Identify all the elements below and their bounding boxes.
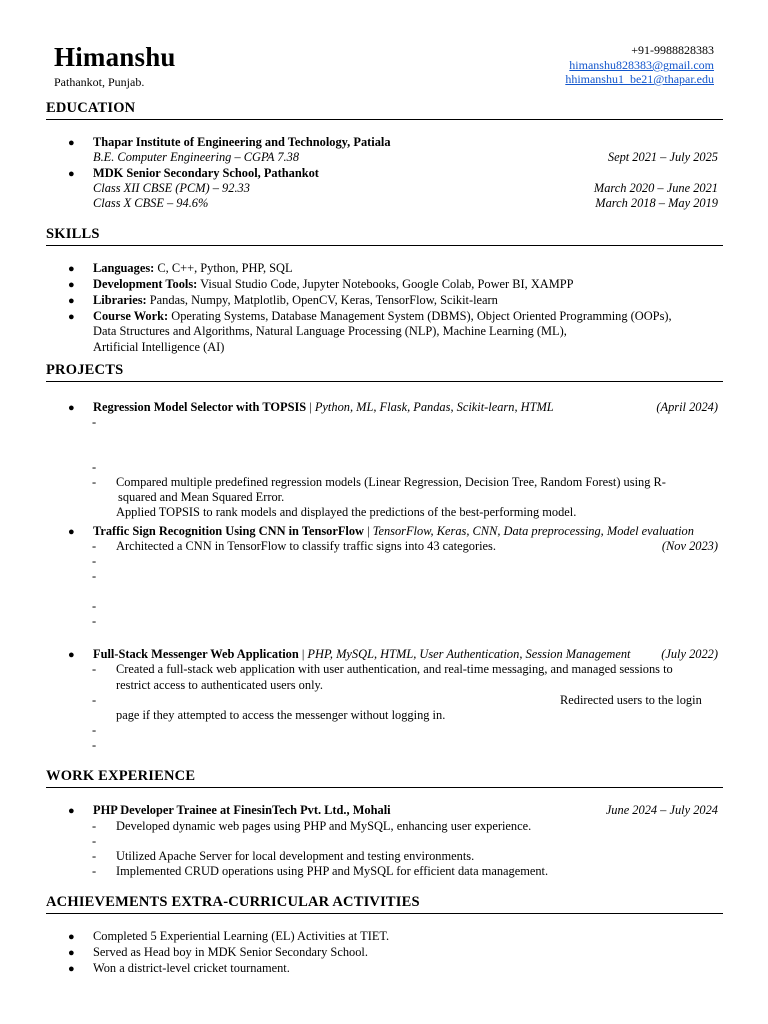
bullet-icon: ●: [68, 947, 75, 959]
skills-heading: SKILLS: [46, 226, 100, 242]
bullet-icon: ●: [68, 805, 75, 817]
work-date: June 2024 – July 2024: [605, 803, 718, 817]
work-role: PHP Developer Trainee at FinesinTech Pvt. Ltd., Mohali: [93, 803, 391, 817]
dash-marker: -: [92, 539, 97, 553]
education-date: March 2020 – June 2021: [593, 181, 718, 195]
education-heading: EDUCATION: [46, 100, 136, 116]
bullet-icon: ●: [68, 526, 75, 538]
skills-rule: [46, 245, 723, 246]
project-1-date: (April 2024): [656, 400, 718, 414]
project-3-date: (July 2022): [661, 647, 718, 661]
education-rule: [46, 119, 723, 120]
achievement-item: Completed 5 Experiential Learning (EL) Activities at TIET.: [93, 929, 390, 943]
education-institution-2: MDK Senior Secondary School, Pathankot: [93, 166, 319, 180]
bullet-icon: ●: [68, 963, 75, 975]
education-class-x: Class X CBSE – 94.6%: [93, 196, 209, 210]
project-1-point: Applied TOPSIS to rank models and displayed the predictions of the best-performing model.: [116, 505, 577, 519]
candidate-name: Himanshu: [54, 42, 176, 72]
project-1-title: Regression Model Selector with TOPSIS | Python, ML, Flask, Pandas, Scikit-learn, HTML: [93, 400, 554, 414]
project-3-point-cont: page if they attempted to access the messenger without logging in.: [116, 708, 446, 722]
education-date: March 2018 – May 2019: [595, 196, 718, 210]
skill-course-work: Course Work: Operating Systems, Database Management System (DBMS), Object Oriented Programming (OOPs),: [93, 309, 672, 323]
bullet-icon: ●: [68, 311, 75, 323]
projects-heading: PROJECTS: [46, 362, 124, 378]
project-2-point: Architected a CNN in TensorFlow to classify traffic signs into 43 categories.: [116, 539, 496, 553]
skill-libraries: Libraries: Pandas, Numpy, Matplotlib, OpenCV, Keras, TensorFlow, Scikit-learn: [93, 293, 498, 307]
dash-marker: -: [92, 460, 97, 474]
dash-marker: -: [92, 662, 97, 676]
dash-marker: -: [92, 554, 97, 568]
education-class-xii: Class XII CBSE (PCM) – 92.33: [93, 181, 250, 195]
achievements-rule: [46, 913, 723, 914]
bullet-icon: ●: [68, 168, 75, 180]
skill-course-work-cont: Data Structures and Algorithms, Natural Language Processing (NLP), Machine Learning (ML),: [93, 324, 567, 338]
project-1-point-cont: squared and Mean Squared Error.: [118, 490, 285, 504]
project-3-title: Full-Stack Messenger Web Application | PHP, MySQL, HTML, User Authentication, Session Management: [93, 647, 631, 661]
phone-number: +91-9988828383: [631, 43, 714, 57]
dash-marker: -: [92, 834, 97, 848]
achievement-item: Won a district-level cricket tournament.: [93, 961, 290, 975]
project-2-title: Traffic Sign Recognition Using CNN in TensorFlow | TensorFlow, Keras, CNN, Data preprocessing, Model evaluation: [93, 524, 694, 538]
email-link-gmail[interactable]: himanshu828383@gmail.com: [569, 58, 714, 72]
bullet-icon: ●: [68, 931, 75, 943]
work-rule: [46, 787, 723, 788]
work-point: Utilized Apache Server for local development and testing environments.: [116, 849, 475, 863]
bullet-icon: ●: [68, 279, 75, 291]
project-3-point-cont: restrict access to authenticated users only.: [116, 678, 324, 692]
project-3-point: Created a full-stack web application with user authentication, and real-time messaging, and managed sessions to: [116, 662, 673, 676]
achievements-heading: ACHIEVEMENTS EXTRA-CURRICULAR ACTIVITIES: [46, 894, 420, 910]
dash-marker: -: [92, 415, 97, 429]
project-3-point: Redirected users to the login: [560, 693, 702, 707]
email-link-thapar[interactable]: hhimanshu1_be21@thapar.edu: [565, 72, 714, 86]
dash-marker: -: [92, 819, 97, 833]
bullet-icon: ●: [68, 649, 75, 661]
bullet-icon: ●: [68, 137, 75, 149]
skill-dev-tools: Development Tools: Visual Studio Code, Jupyter Notebooks, Google Colab, Power BI, XAMPP: [93, 277, 574, 291]
candidate-location: Pathankot, Punjab.: [54, 75, 145, 89]
dash-marker: -: [92, 849, 97, 863]
education-date: Sept 2021 – July 2025: [607, 150, 718, 164]
dash-marker: -: [92, 693, 97, 707]
work-point: Developed dynamic web pages using PHP and MySQL, enhancing user experience.: [116, 819, 532, 833]
dash-marker: -: [92, 569, 97, 583]
dash-marker: -: [92, 864, 97, 878]
bullet-icon: ●: [68, 263, 75, 275]
dash-marker: -: [92, 475, 97, 489]
dash-marker: -: [92, 723, 97, 737]
project-2-date: (Nov 2023): [661, 539, 718, 553]
work-point: Implemented CRUD operations using PHP and MySQL for efficient data management.: [116, 864, 549, 878]
education-degree: B.E. Computer Engineering – CGPA 7.38: [93, 150, 300, 164]
dash-marker: -: [92, 599, 97, 613]
achievement-item: Served as Head boy in MDK Senior Secondary School.: [93, 945, 368, 959]
skill-languages: Languages: C, C++, Python, PHP, SQL: [93, 261, 293, 275]
projects-rule: [46, 381, 723, 382]
education-institution-1: Thapar Institute of Engineering and Technology, Patiala: [93, 135, 391, 149]
bullet-icon: ●: [68, 402, 75, 414]
bullet-icon: ●: [68, 295, 75, 307]
skill-course-work-cont: Artificial Intelligence (AI): [93, 340, 225, 354]
project-1-point: Compared multiple predefined regression models (Linear Regression, Decision Tree, Random Forest) using R-: [116, 475, 666, 489]
work-heading: WORK EXPERIENCE: [46, 768, 196, 784]
dash-marker: -: [92, 614, 97, 628]
dash-marker: -: [92, 738, 97, 752]
